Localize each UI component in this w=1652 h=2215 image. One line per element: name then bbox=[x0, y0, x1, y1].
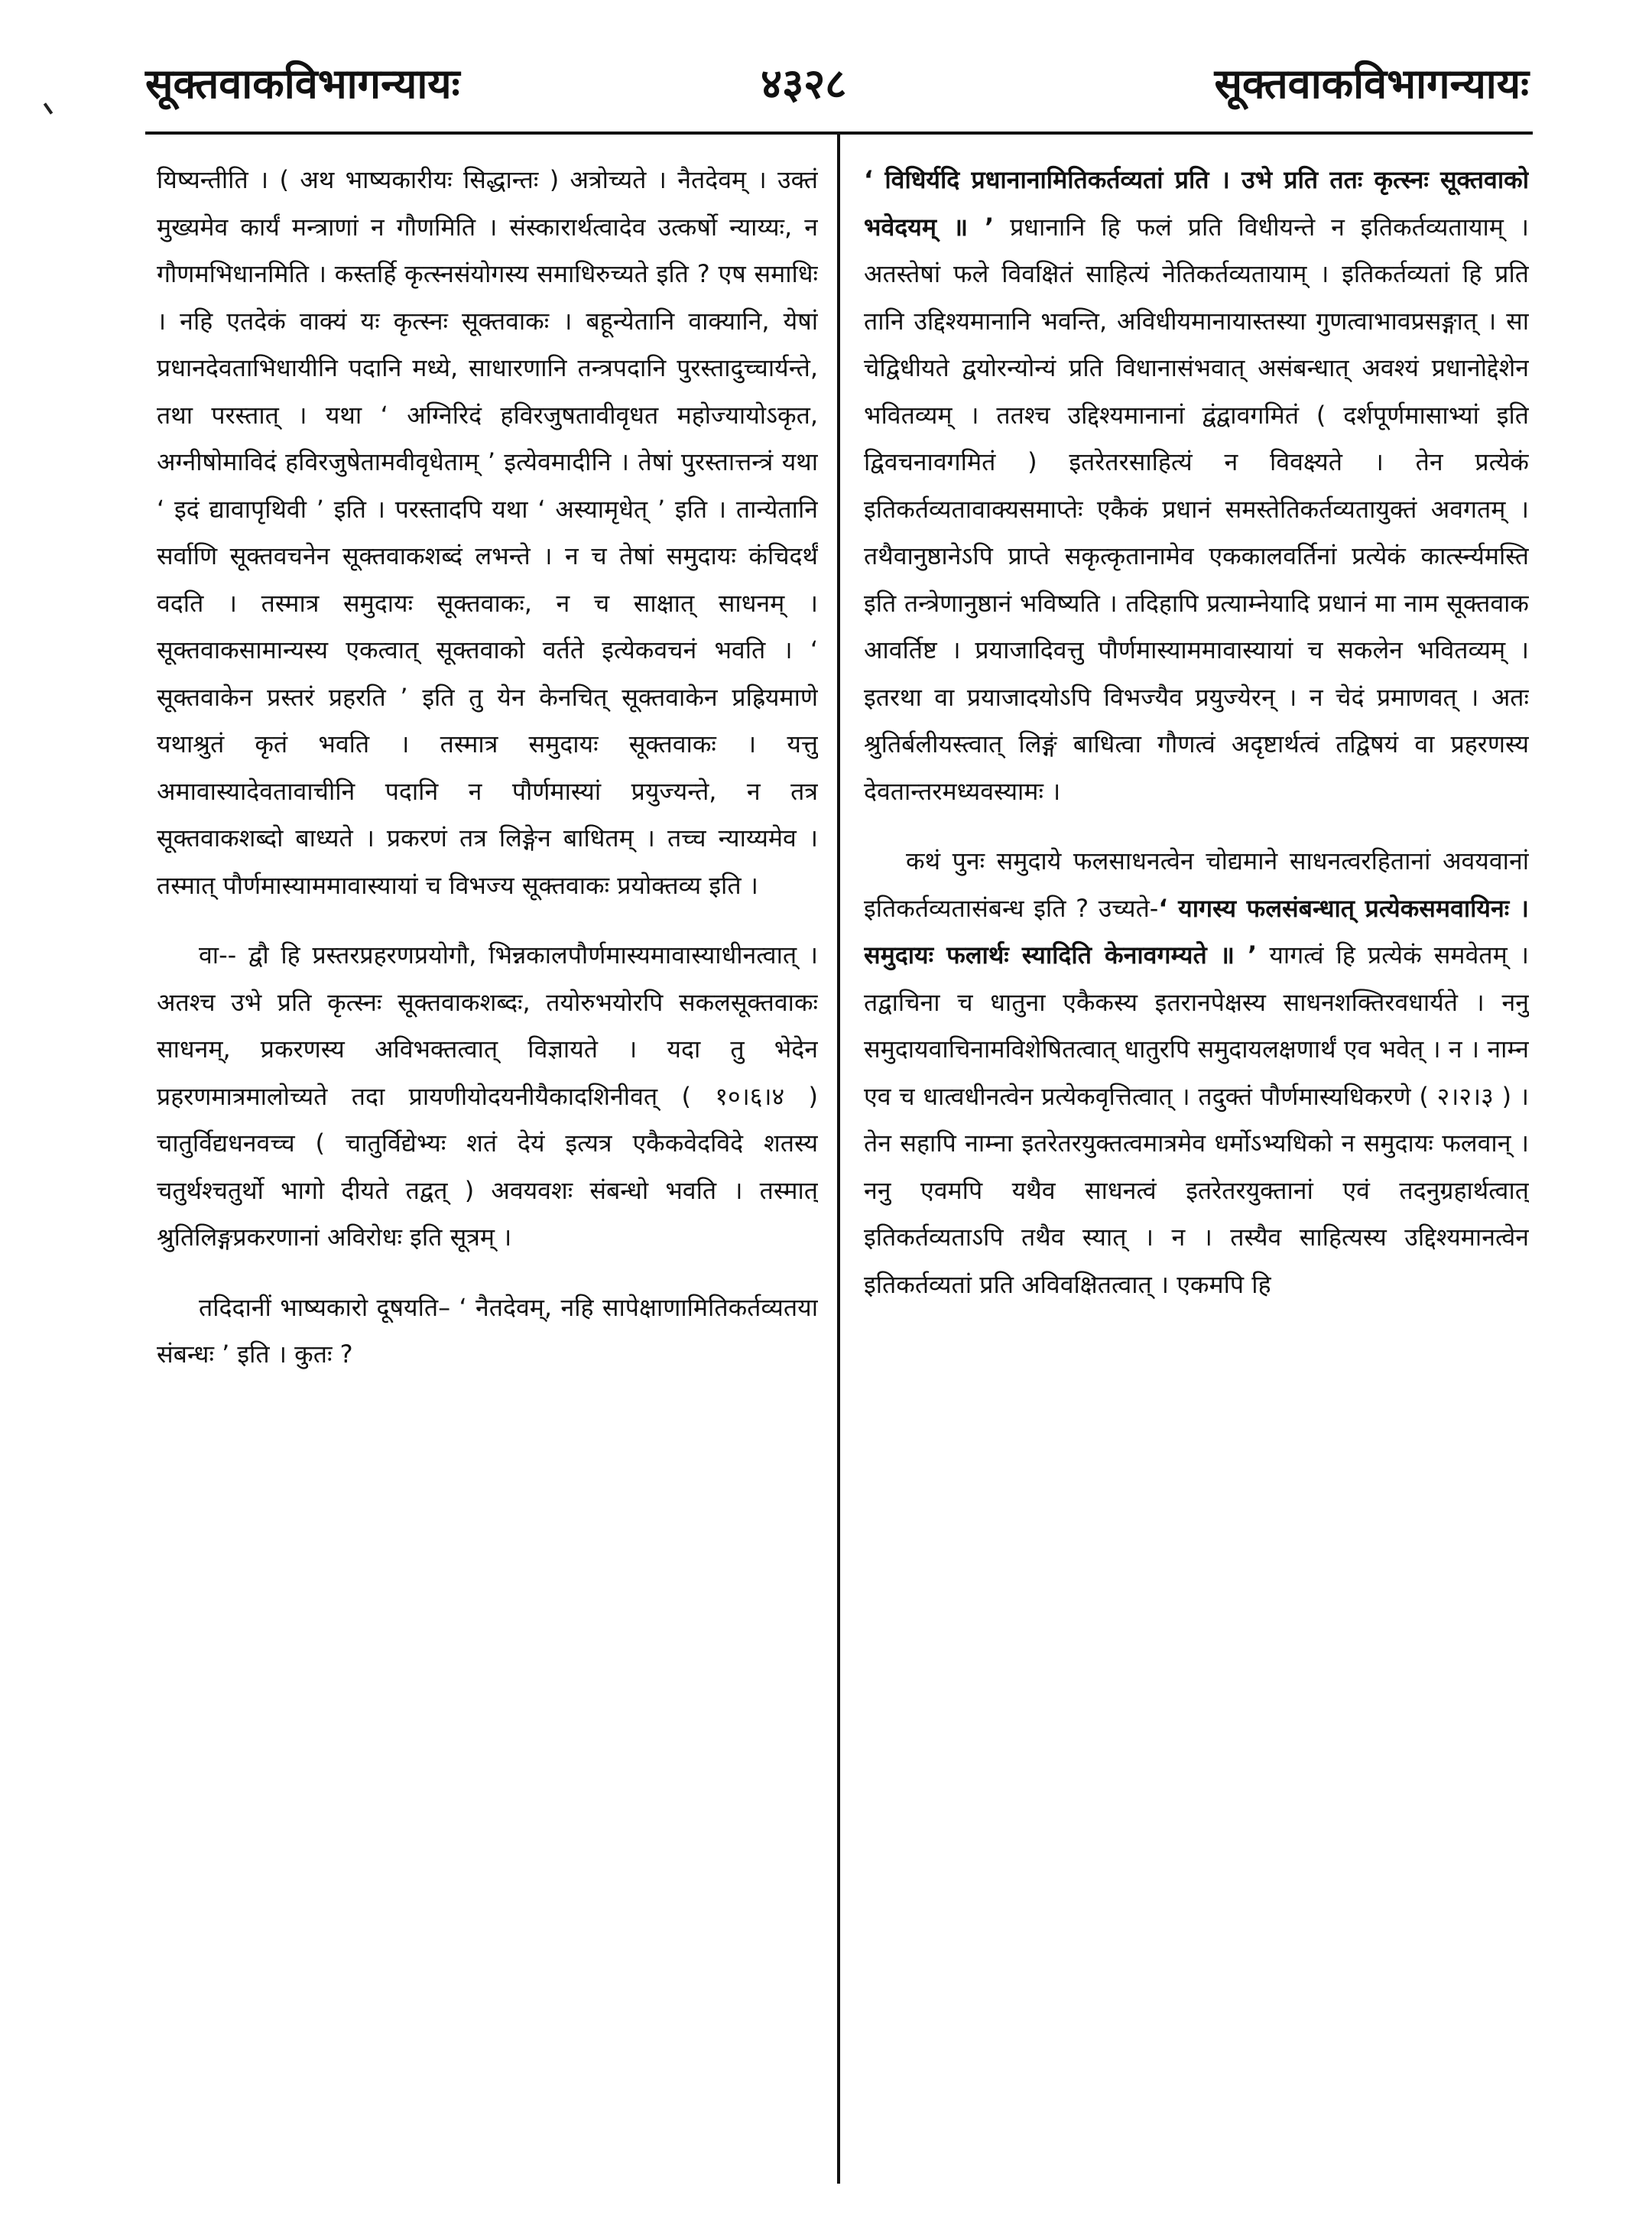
header-left-title: सूक्तवाकविभागन्यायः bbox=[145, 60, 460, 108]
margin-mark bbox=[44, 102, 53, 114]
left-paragraph-1: यिष्यन्तीति । ( अथ भाष्यकारीयः सिद्धान्तः ) अत्रोच्यते । नैतदेवम् । उक्तं मुख्यमेव कार्यं मन्त्राणां न गौणमिति । संस्कारार्थत्वादेव उत्कर्षो न्याय्यः, न गौणमभिधानमिति । कस्तर्हि कृत्स्नसंयोगस्य समाधिरुच्यते इति ? एष समाधिः । नहि एतदेकं वाक्यं यः कृत्स्नः सूक्तवाकः । बहून्येतानि वाक्यानि, येषां प्रधानदेवताभिधायीनि पदानि मध्ये, साधारणानि तन्त्रपदानि पुरस्तादुच्चार्यन्ते, तथा परस्तात् । यथा ‘ अग्निरिदं हविरजुषतावीवृधत महोज्यायोऽकृत, अग्नीषोमाविदं हविरजुषेतामवीवृधेताम् ’ इत्येवमादीनि । तेषां पुरस्तात्तन्त्रं यथा ‘ इदं द्यावापृथिवी ’ इति । परस्तादपि यथा ‘ अस्यामृधेत् ’ इति । तान्येतानि सर्वाणि सूक्तवचनेन सूक्तवाकशब्दं लभन्ते । न च तेषां समुदायः कंचिदर्थं वदति । तस्मात्र समुदायः सूक्तवाकः, न च साक्षात् साधनम् । सूक्तवाकसामान्यस्य एकत्वात् सूक्तवाको वर्तते इत्येकवचनं भवति । ‘ सूक्तवाकेन प्रस्तरं प्रहरति ’ इति तु येन केनचित् सूक्तवाकेन प्रह्रियमाणे यथाश्रुतं कृतं भवति । तस्मात्र समुदायः सूक्तवाकः । यत्तु अमावास्यादेवतावाचीनि पदानि न पौर्णमास्यां प्रयुज्यन्ते, न तत्र सूक्तवाकशब्दो बाध्यते । प्रकरणं तत्र लिङ्गेन बाधितम् । तच्च न्याय्यमेव । तस्मात् पौर्णमास्याममावास्यायां च विभज्य सूक्तवाकः प्रयोक्तव्य इति । bbox=[157, 165, 818, 900]
right-paragraph-2 bbox=[864, 838, 1529, 1308]
header-right-title: सूक्तवाकविभागन्यायः bbox=[1214, 60, 1529, 108]
right-paragraph-2-lead: कथं पुनः समुदाये फलसाधनत्वेन चोद्यमाने साधनत्वरहितानां अवयवानां इतिकर्तव्यतासंबन्ध इति ? उच्यते- bbox=[864, 846, 1529, 923]
verse-2: ‘ यागस्य फलसंबन्धात् प्रत्येकसमवायिनः । समुदायः फलार्थः स्यादिति केनावगम्यते ॥ ’ bbox=[864, 893, 1529, 969]
right-paragraph-1-text: प्रधानानि हि फलं प्रति विधीयन्ते न इतिकर्तव्यतायाम् । अतस्तेषां फले विवक्षितं साहित्यं नेतिकर्तव्यतायाम् । इतिकर्तव्यतां हि प्रति तानि उद्दिश्यमानानि भवन्ति, अविधीयमानायास्तस्या गुणत्वाभावप्रसङ्गात् । सा चेद्विधीयते द्वयोरन्योन्यं प्रति विधानासंभवात् असंबन्धात् अवश्यं प्रधानोद्देशेन भवितव्यम् । ततश्च उद्दिश्यमानानां द्वंद्वावगमितं ( दर्शपूर्णमासाभ्यां इति द्विवचनावगमितं ) इतरेतरसाहित्यं न विवक्ष्यते । तेन प्रत्येकं इतिकर्तव्यतावाक्यसमाप्तेः एकैकं प्रधानं समस्तेतिकर्तव्यतायुक्तं अवगतम् । तथैवानुष्ठानेऽपि प्राप्ते सकृत्कृतानामेव एककालवर्तिनां प्रत्येकं कार्त्स्न्यमस्ति इति तन्त्रेणानुष्ठानं भविष्यति । तदिहापि प्रत्याम्नेयादि प्रधानं मा नाम सूक्तवाक आवर्तिष्ट । प्रयाजादिवत्तु पौर्णमास्याममावास्यायां च सकलेन भवितव्यम् । इतरथा वा प्रयाजादयोऽपि विभज्यैव प्रयुज्येरन् । न चेदं प्रमाणवत् । अतः श्रुतिर्बलीयस्त्वात् लिङ्गं बाधित्वा गौणत्वं अदृष्टार्थत्वं तद्विषयं वा प्रहरणस्य देवतान्तरमध्यवस्यामः । bbox=[864, 212, 1529, 806]
left-column bbox=[157, 157, 818, 2191]
left-paragraph-2: वा-- द्वौ हि प्रस्तरप्रहरणप्रयोगौ, भिन्नकालपौर्णमास्यमावास्याधीनत्वात् । अतश्च उभे प्रति कृत्स्नः सूक्तवाकशब्दः, तयोरुभयोरपि सकलसूक्तवाकः साधनम्, प्रकरणस्य अविभक्तत्वात् विज्ञायते । यदा तु भेदेन प्रहरणमात्रमालोच्यते तदा प्रायणीयोदयनीयैकादशिनीवत् ( १०।६।४ ) चातुर्विद्यधनवच्च ( चातुर्विद्येभ्यः शतं देयं इत्यत्र एकैकवेदविदे शतस्य चतुर्थश्चतुर्थो भागो दीयते तद्वत् ) अवयवशः संबन्धो भवति । तस्मात् श्रुतिलिङ्गप्रकरणानां अविरोधः इति सूत्रम् । bbox=[157, 940, 818, 1252]
right-column bbox=[864, 157, 1529, 2191]
page-header bbox=[145, 54, 1529, 115]
right-paragraph-2-rest: यागत्वं हि प्रत्येकं समवेतम् । तद्वाचिना च धातुना एकैकस्य इतरानपेक्षस्य साधनशक्तिरवधार्यते । ननु समुदायवाचिनामविशेषितत्वात् धातुरपि समुदायलक्षणार्थं एव भवेत् । न । नाम्न एव च धात्वधीनत्वेन प्रत्येकवृत्तित्वात् । तदुक्तं पौर्णमास्यधिकरणे ( २।२।३ ) । तेन सहापि नाम्ना इतरेतरयुक्तत्वमात्रमेव धर्मोऽभ्यधिको न समुदायः फलवान् । ननु एवमपि यथैव साधनत्वं इतरेतरयुक्तानां एवं तदनुग्रहार्थत्वात् इतिकर्तव्यताऽपि तथैव स्यात् । न । तस्यैव साहित्यस्य उद्दिश्यमानत्वेन इतिकर्तव्यतां प्रति अविवक्षितत्वात् । एकमपि हि bbox=[864, 940, 1529, 1299]
page-number: ४३२८ bbox=[761, 60, 847, 108]
right-paragraph-1 bbox=[864, 157, 1529, 815]
verse-1: ‘ विधिर्यदि प्रधानानामितिकर्तव्यतां प्रति । उभे प्रति ततः कृत्स्नः सूक्तवाको भवेदयम् ॥ ’ bbox=[864, 165, 1529, 242]
column-divider bbox=[837, 135, 840, 2184]
left-paragraph-3: तदिदानीं भाष्यकारो दूषयति– ‘ नैतदेवम्, नहि सापेक्षाणामितिकर्तव्यतया संबन्धः ’ इति । कुतः ? bbox=[157, 1292, 818, 1369]
